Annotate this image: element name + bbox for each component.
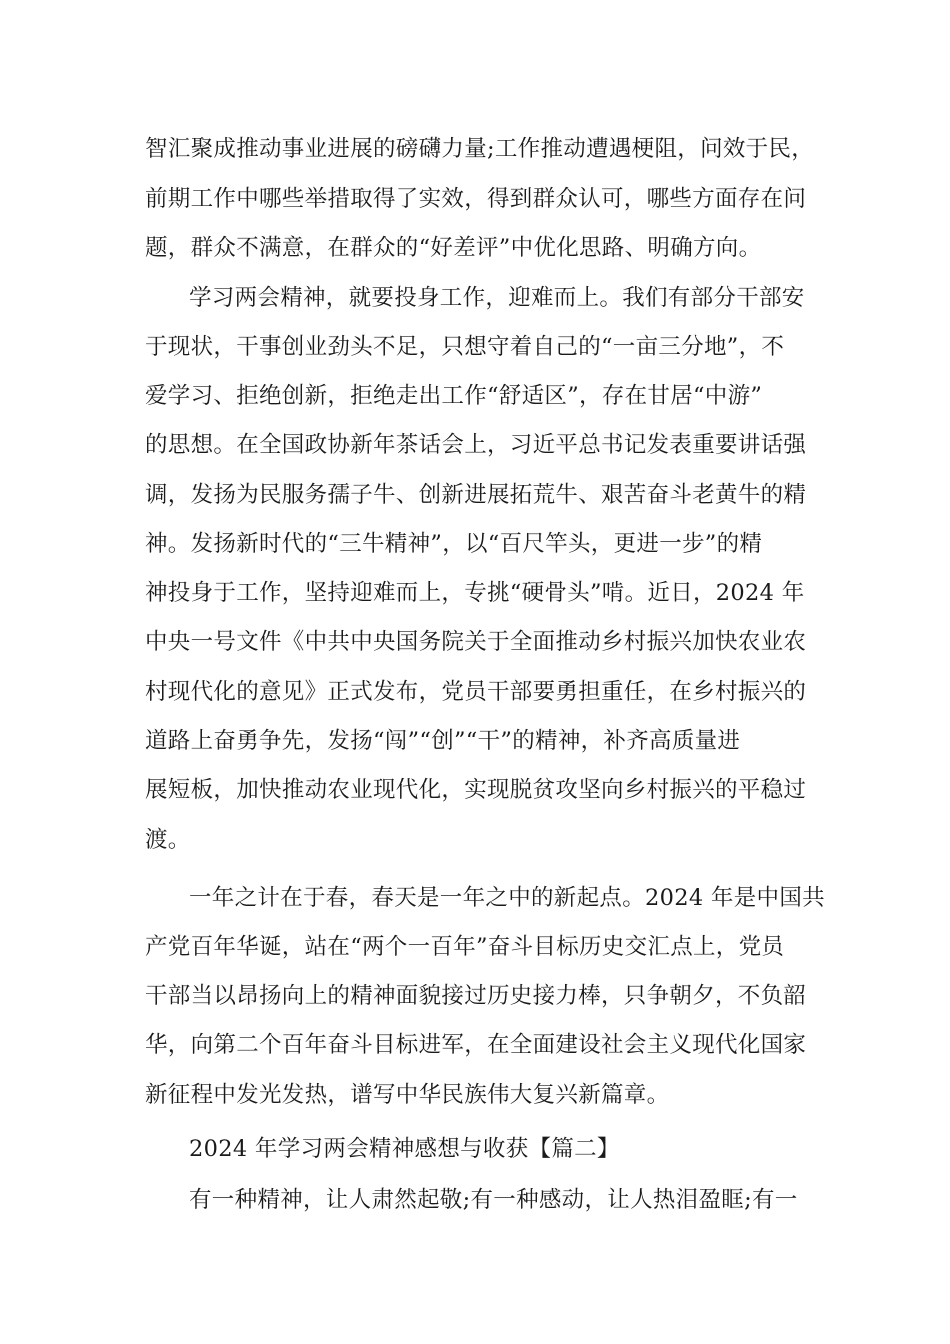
text-line: 干部当以昂扬向上的精神面貌接过历史接力棒，只争朝夕，不负韶 xyxy=(145,983,807,1009)
text-line: 神。发扬新时代的“三牛精神”，以“百尺竿头，更进一步”的精 xyxy=(145,531,763,557)
text-line: 智汇聚成推动事业进展的磅礴力量;工作推动遭遇梗阻，问效于民， xyxy=(145,136,815,162)
text-line: 一年之计在于春，春天是一年之中的新起点。2024 年是中国共 xyxy=(189,885,825,911)
text-line: 华，向第二个百年奋斗目标进军，在全面建设社会主义现代化国家 xyxy=(145,1032,807,1058)
text-line: 题，群众不满意，在群众的“好差评”中优化思路、明确方向。 xyxy=(145,235,762,261)
text-line: 调，发扬为民服务孺子牛、创新进展拓荒牛、艰苦奋斗老黄牛的精 xyxy=(145,482,807,508)
text-line: 神投身于工作，坚持迎难而上，专挑“硬骨头”啃。近日，2024 年 xyxy=(145,580,805,606)
text-line: 渡。 xyxy=(145,827,191,853)
text-line: 学习两会精神，就要投身工作，迎难而上。我们有部分干部安 xyxy=(189,285,805,311)
text-line: 有一种精神，让人肃然起敬;有一种感动，让人热泪盈眶;有一 xyxy=(189,1187,798,1213)
text-line: 爱学习、拒绝创新，拒绝走出工作“舒适区”，存在甘居“中游” xyxy=(145,383,763,409)
text-line: 的思想。在全国政协新年茶话会上，习近平总书记发表重要讲话强 xyxy=(145,432,807,458)
text-line: 村现代化的意见》正式发布，党员干部要勇担重任，在乡村振兴的 xyxy=(145,679,807,705)
text-line: 展短板，加快推动农业现代化，实现脱贫攻坚向乡村振兴的平稳过 xyxy=(145,777,807,803)
text-line: 道路上奋勇争先，发扬“闯”“创”“干”的精神，补齐高质量进 xyxy=(145,728,741,754)
text-line: 中央一号文件《中共中央国务院关于全面推动乡村振兴加快农业农 xyxy=(145,629,807,655)
section-heading: 2024 年学习两会精神感想与收获【篇二】 xyxy=(189,1136,620,1162)
text-line: 前期工作中哪些举措取得了实效，得到群众认可，哪些方面存在问 xyxy=(145,186,807,212)
text-line: 新征程中发光发热，谱写中华民族伟大复兴新篇章。 xyxy=(145,1082,670,1108)
text-line: 于现状，干事创业劲头不足，只想守着自己的“一亩三分地”，不 xyxy=(145,334,785,360)
text-line: 产党百年华诞，站在“两个一百年”奋斗目标历史交汇点上，党员 xyxy=(145,934,785,960)
